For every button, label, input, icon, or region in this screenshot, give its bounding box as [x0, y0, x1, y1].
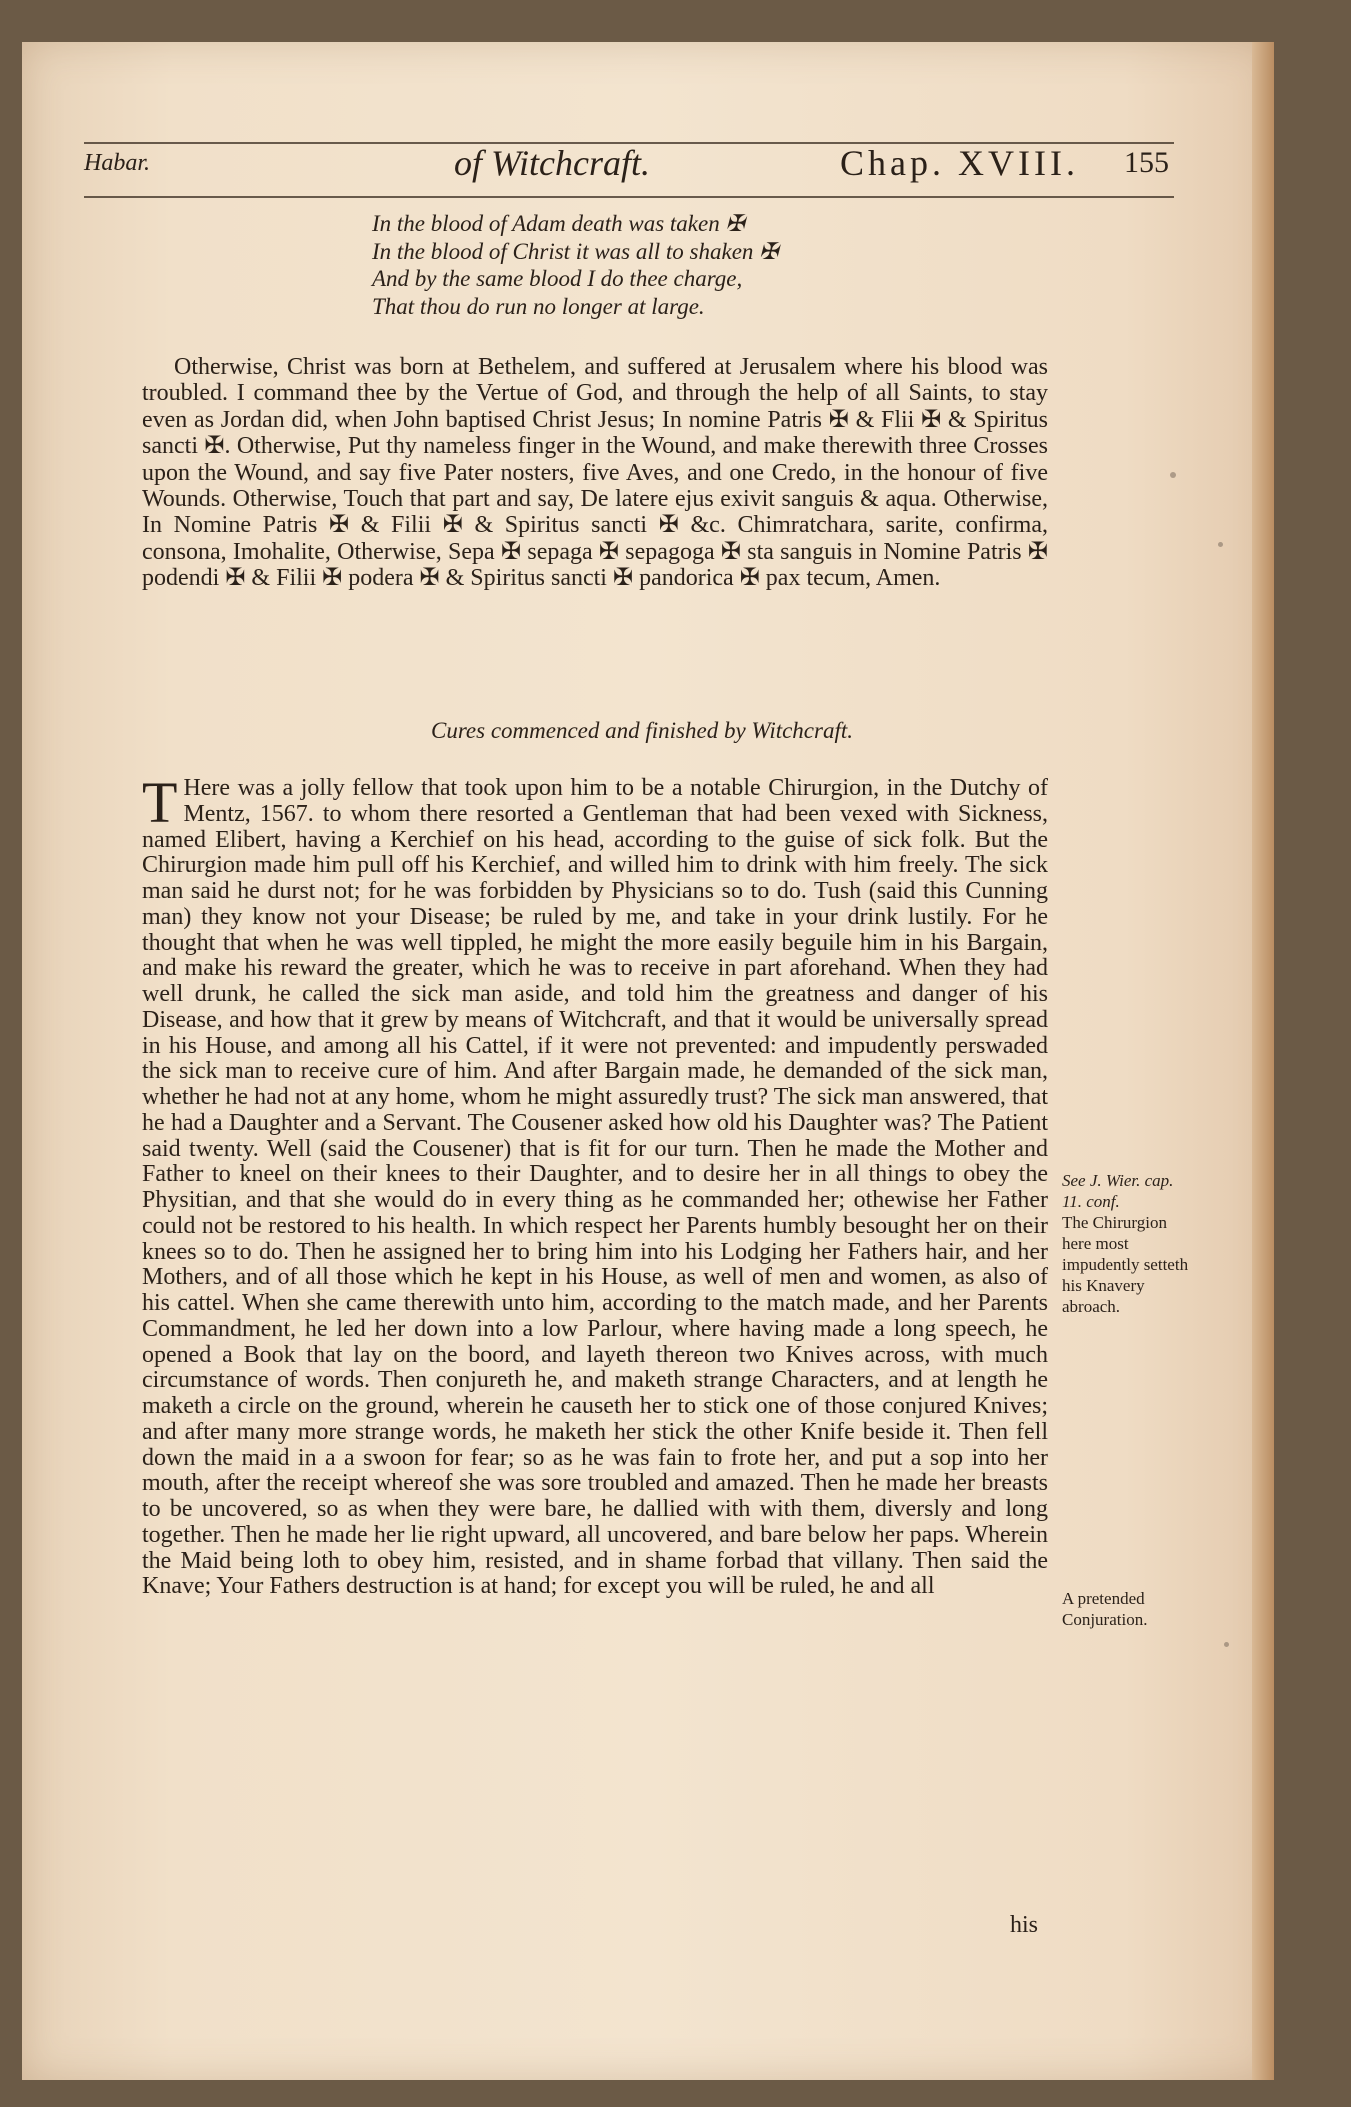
header-left-text: Habar.: [84, 150, 151, 176]
catchword: his: [1010, 1912, 1039, 1938]
running-header: [84, 100, 1174, 183]
charm-verse: [372, 210, 852, 320]
story-text: Here was a jolly fellow that took upon him to be a notable Chirurgion, in the Dutchy of Mentz, 1567. to whom there resorted a Gentleman that had been vexed with Sickness, named Elibert, having a Kerchief on his head, according to the guise of sick folk. But the Chirurgion made him pull off his Kerchief, and willed him to drink with him freely. The sick man said he durst not; for he was forbidden by Physicians so to do. Tush (said this Cunning man) they know not your Disease; be ruled by me, and take in your drink lustily. For he thought that when he was well tippled, he might the more easily beguile him in his Bargain, and make his reward the greater, which he was to receive in part aforehand. When they had well drunk, he called the sick man aside, and told him the greatness and danger of his Disease, and how that it grew by means of Witchcraft, and that it would be universally spread in his House, and among all his Cattel, if it were not prevented: and impudently perswaded the sick man to receive cure of him. And after Bargain made, he demanded of the sick man, whether he had not at any home, whom he might assuredly trust? The sick man answered, that he had a Daughter and a Servant. The Cousener asked how old his Daughter was? The Patient said twenty. Well (said the Cousener) that is fit for our turn. Then he made the Mother and Father to kneel on their knees to their Daughter, and to desire her in all things to obey the Physitian, and that she would do in every thing as he commanded her; othewise her Father could not be restored to his health. In which respect her Parents humbly besought her on their knees so to do. Then he assigned her to bring him into his Lodging her Fathers hair, and her Mothers, and of all those which he kept in his House, as well of men and women, as also of his cattel. When she came therewith unto him, according to the match made, and her Parents Commandment, he led her down into a low Parlour, where having made a long speech, he opened a Book that lay on the boord, and layeth thereon two Knives across, with much circumstance of words. Then conjureth he, and maketh strange Characters, and at length he maketh a circle on the ground, wherein he causeth her to stick one of those conjured Knives; and after many more strange words, he maketh her stick the other Knife beside it. Then fell down the maid in a a swoon for fear; so as he was fain to frote her, and put a sop into her mouth, after the receipt whereof she was sore troubled and amazed. Then he made her breasts to be uncovered, so as when they were bare, he dallied with with them, diversly and long together. Then he made her lie right upward, all uncovered, and bare below her paps. Wherein the Maid being loth to obey him, resisted, and in shame forbad that villany. Then said the Knave; Your Fathers destruction is at hand; for except you will be ruled, he and all: [142, 775, 1048, 1600]
ink-speck: [1218, 542, 1223, 547]
page-number: 155: [1124, 146, 1169, 179]
verse-line: That thou do run no longer at large.: [372, 293, 705, 319]
header-title: of Witchcraft.: [454, 143, 650, 183]
story-paragraph: [142, 770, 1048, 1600]
verse-line: And by the same blood I do thee charge,: [372, 266, 743, 291]
charms-paragraph: Otherwise, Christ was born at Bethelem, and suffered at Jerusalem where his blood was troubled. I command thee by the Vertue of God, and through the help of all Saints, to stay even as Jordan did, when John baptised Christ Jesus; In nomine Patris ✠ & Flii ✠ & Spiritus sancti ✠. Otherwise, Put thy nameless finger in the Wound, and make therewith three Crosses upon the Wound, and say five Pater nosters, five Aves, and one Credo, in the honour of five Wounds. Otherwise, Touch that part and say, De latere ejus exivit sanguis & aqua. Otherwise, In Nomine Patris ✠ & Filii ✠ & Spiritus sancti ✠ &c. Chimratchara, sarite, confirma, consona, Imohalite, Otherwise, Sepa ✠ sepaga ✠ sepagoga ✠ sta sanguis in Nomine Patris ✠ podendi ✠ & Filii ✠ podera ✠ & Spiritus sancti ✠ pandorica ✠ pax tecum, Amen.: [142, 354, 1048, 592]
ink-speck: [1224, 1642, 1229, 1647]
margin-note-text: A pretended Conjuration.: [1062, 1589, 1148, 1629]
section-heading: Cures commenced and finished by Witchcraft.: [430, 718, 853, 743]
margin-note-conjuration: [1062, 1588, 1192, 1630]
margin-note-chirurgion: [1062, 1170, 1192, 1317]
ink-speck: [1170, 472, 1176, 478]
verse-line: In the blood of Christ it was all to shaken ✠: [372, 238, 779, 264]
page-edge: [1252, 42, 1274, 2080]
verse-line: In the blood of Adam death was taken ✠: [372, 211, 745, 236]
margin-note-text: The Chirurgion here most impudently setteth his Knavery abroach.: [1062, 1213, 1189, 1316]
drop-cap: T: [142, 770, 178, 835]
book-page: [22, 42, 1274, 2080]
header-bottom-rule: [84, 196, 1174, 198]
margin-note-reference: See J. Wier. cap. 11. conf.: [1062, 1171, 1174, 1211]
chapter-heading: Chap. XVIII.: [840, 143, 1079, 183]
